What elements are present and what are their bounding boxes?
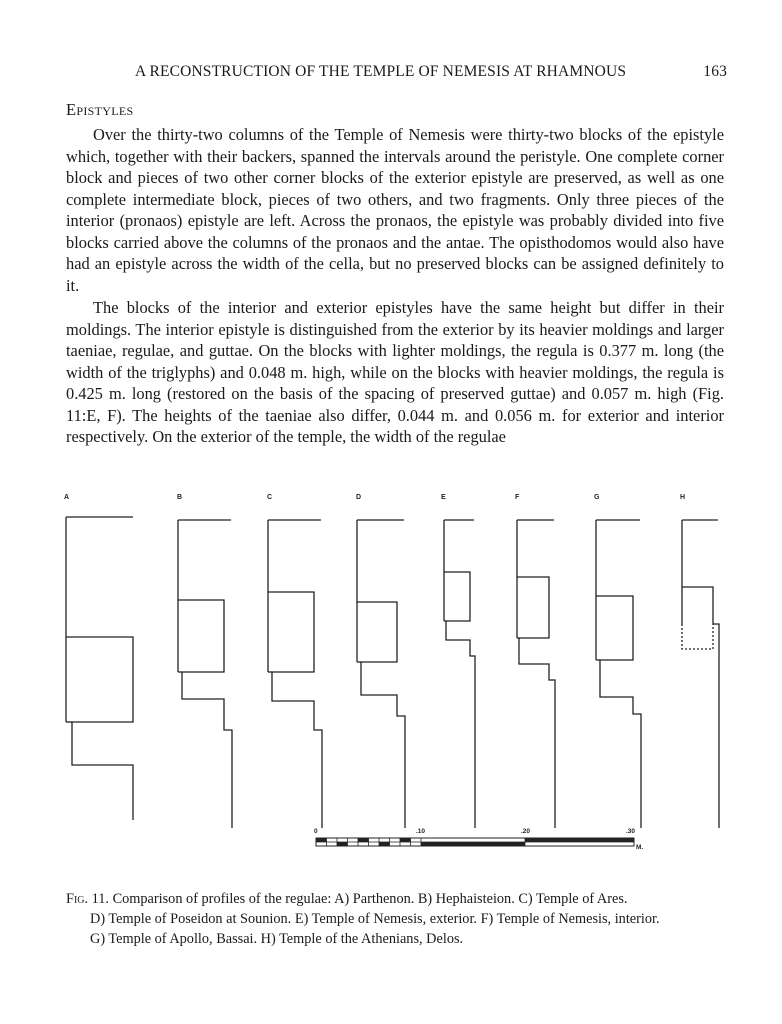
profile-h xyxy=(682,520,719,828)
profile-c xyxy=(268,520,322,828)
profile-label-a: A xyxy=(64,494,70,501)
scale-label-20: .20 xyxy=(521,828,531,835)
regulae-profiles-drawing xyxy=(0,490,782,870)
profile-label-h: H xyxy=(680,494,686,501)
caption-line-1 xyxy=(66,889,724,909)
scale-label-0: 0 xyxy=(314,828,318,835)
profile-label-f: F xyxy=(515,494,520,501)
profile-f xyxy=(517,520,555,828)
scale-bar xyxy=(314,828,643,851)
body-paragraph-1: Over the thirty-two columns of the Temple of Nemesis were thirty-two blocks of the epistyle which, together with their backers, spanned the intervals around the peristyle. One complete corner block and pieces of two other corner blocks of the exterior epistyle are preserved, as well as one complete intermediate block, pieces of two others, and two fragments. Only three pieces of the interior (pronaos) epistyle are left. Across the pronaos, the epistyle was probably divided into five blocks carried above the columns of the pronaos and the antae. The opisthodomos would also have had an epistyle across the width of the cella, but no preserved blocks can be assigned definitely to it. xyxy=(66,125,724,295)
scale-label-30: .30 xyxy=(626,828,636,835)
scale-label-10: .10 xyxy=(416,828,426,835)
profile-a xyxy=(66,517,133,820)
body-paragraph-2: The blocks of the interior and exterior epistyles have the same height but differ in their moldings. The interior epistyle is distinguished from the exterior by its heavier moldings and larger taeniae, regulae, and guttae. On the blocks with lighter moldings, the regula is 0.377 m. long (the width of the triglyphs) and 0.048 m. high, while on the blocks with heavier moldings, the regula is 0.425 m. long (restored on the basis of the spacing of preserved guttae) and 0.057 m. high (Fig. 11:E, F). The heights of the taeniae also differ, 0.044 m. and 0.056 m. for exterior and interior respectively. On the exterior of the temple, the width of the regulae xyxy=(66,298,724,447)
caption-line-3: G) Temple of Apollo, Bassai. H) Temple of the Athenians, Delos. xyxy=(90,931,464,947)
running-title: A RECONSTRUCTION OF THE TEMPLE OF NEMESIS AT RHAMNOUS xyxy=(135,63,627,80)
running-head xyxy=(135,63,727,83)
caption-fig-label: Fig. 11. xyxy=(66,891,109,907)
page-number: 163 xyxy=(703,63,727,80)
profile-g xyxy=(596,520,641,828)
scale-unit: M. xyxy=(636,844,644,851)
profile-label-d: D xyxy=(356,494,362,501)
profile-label-g: G xyxy=(594,494,600,501)
profile-label-c: C xyxy=(267,494,273,501)
section-heading: Epistyles xyxy=(66,100,134,119)
profile-label-b: B xyxy=(177,494,183,501)
profile-label-e: E xyxy=(441,494,446,501)
figure-11 xyxy=(0,490,782,870)
profile-d xyxy=(357,520,405,828)
figure-caption xyxy=(66,889,724,949)
caption-line-2: D) Temple of Poseidon at Sounion. E) Temple of Nemesis, exterior. F) Temple of Nemesis, interior. xyxy=(90,911,660,927)
caption-text-1: Comparison of profiles of the regulae: A) Parthenon. B) Hephaisteion. C) Temple of Ares. xyxy=(112,891,628,907)
profile-e xyxy=(444,520,475,828)
profile-b xyxy=(178,520,232,828)
